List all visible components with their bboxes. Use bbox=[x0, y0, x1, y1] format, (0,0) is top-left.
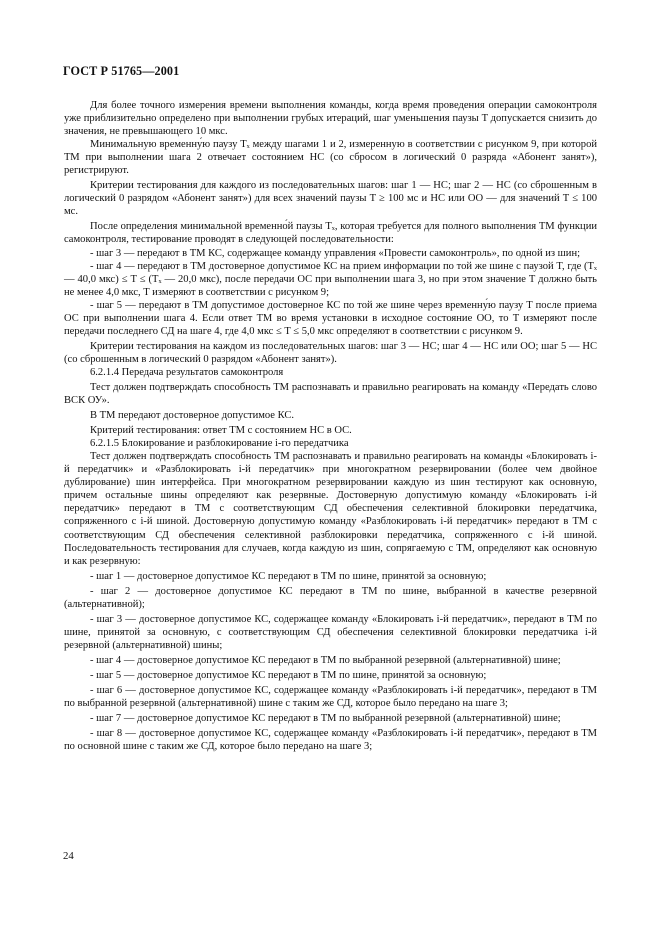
body-paragraph: Тест должен подтверждать способность ТМ распознавать и правильно реагировать на команду «Передать слово ВСК ОУ». bbox=[64, 381, 597, 407]
body-paragraph: После определения минимальной временно́й паузы Tₓ, которая требуется для полного выполнения ТМ функции самоконтроля, тестирование проводят в следующей последовательности: bbox=[64, 221, 597, 246]
body-paragraph: - шаг 5 — достоверное допустимое КС передают в ТМ по шине, принятой за основную; bbox=[90, 669, 487, 681]
body-paragraph: Тест должен подтверждать способность ТМ распознавать и правильно реагировать на команды «Блокировать i-й передатчик» и «Разблокировать i-й передатчик» при многократном резервировании (более чем двойное дублирование) шин интерфейса. При многократном резервировании каждую из шин тестируют как основную, причем остальные шины определяют как резервные. Достоверную допустимую команду «Блокировать i-й передатчик» передают в ТМ с соответствующим СД обеспечения селективной блокировки передатчика, сопряженного с i-й шиной. Достоверную допустимую команду «Разблокировать i-й передатчик» передают в ТМ с соответствующим СД обеспечения селективной разблокировки передатчика, сопряженного с i-й шиной. Последовательность тестирования для случаев, когда каждую из шин, сопрягаемую с ТМ, определяют как основную и как резервную: bbox=[64, 451, 597, 567]
body-paragraph: - шаг 7 — достоверное допустимое КС передают в ТМ по выбранной резервной (альтернативной) шине; bbox=[90, 713, 561, 725]
body-paragraph: Критерии тестирования на каждом из последовательных шагов: шаг 3 — НС; шаг 4 — НС или ОО; шаг 5 — НС (со сброшенным в логический 0 разрядом «Абонент занят»). bbox=[64, 340, 597, 365]
body-paragraph: - шаг 2 — достоверное допустимое КС передают в ТМ по шине, выбранной в качестве резервной (альтернативной); bbox=[64, 585, 597, 610]
document-body bbox=[64, 99, 597, 753]
body-paragraph: Для более точного измерения времени выполнения команды, когда время проведения операции самоконтроля уже приблизительно определено при выполнении грубых итераций, шаг уменьшения паузы T допускается снизить до значения, не превышающего 10 мкс. bbox=[64, 100, 597, 138]
body-paragraph: - шаг 3 — передают в ТМ КС, содержащее команду управления «Провести самоконтроль», по одной из шин; bbox=[90, 247, 581, 259]
body-paragraph: 6.2.1.5 Блокирование и разблокирование i-го передатчика bbox=[90, 438, 349, 450]
body-paragraph: 6.2.1.4 Передача результатов самоконтроля bbox=[90, 366, 284, 378]
document-header: ГОСТ Р 51765—2001 bbox=[63, 64, 180, 78]
body-paragraph: Критерии тестирования для каждого из последовательных шагов: шаг 1 — НС; шаг 2 — НС (со сброшенным в логический 0 разрядом «Абонент занят») для всех значений паузы T ≥ 100 мс и НС или ОО — для значений T ≤ 100 мс. bbox=[64, 180, 597, 218]
body-paragraph: В ТМ передают достоверное допустимое КС. bbox=[90, 410, 295, 422]
body-paragraph: - шаг 4 — достоверное допустимое КС передают в ТМ по выбранной резервной (альтернативной) шине; bbox=[90, 654, 561, 666]
body-paragraph: - шаг 5 — передают в ТМ допустимое достоверное КС по той же шине через временну́ю паузу T после приема ОС при выполнении шага 4. Если ответ ТМ во время установки в исходное состояние ОО, то T измеряют после передачи последнего СД на шаге 4, где 4,0 мкс ≤ T ≤ 5,0 мкс определяют в соответствии с рисунком 9. bbox=[64, 299, 597, 337]
page-number: 24 bbox=[63, 850, 74, 862]
body-paragraph: - шаг 3 — достоверное допустимое КС, содержащее команду «Блокировать i-й передатчик», передают в ТМ по шине, принятой за основную, с соответствующим СД обеспечения селективной блокировки передатчика i-й резервной (альтернативной) шины; bbox=[64, 613, 597, 651]
body-paragraph: Критерий тестирования: ответ ТМ с состоянием НС в ОС. bbox=[90, 425, 352, 437]
body-paragraph: - шаг 8 — достоверное допустимое КС, содержащее команду «Разблокировать i-й передатчик», передают в ТМ по основной шине с таким же СД, которое было передано на шаге 3; bbox=[64, 728, 597, 753]
body-paragraph: - шаг 4 — передают в ТМ достоверное допустимое КС на прием информации по той же шине с паузой T, где (Tₓ — 40,0 мкс) ≤ T ≤ (Tₓ — 20,0 мкс), после передачи ОС при выполнении шага 3, но при этом значение T должно быть не менее 4,0 мкс, T измеряют в соответствии с рисунком 9; bbox=[64, 260, 597, 298]
body-paragraph: Минимальную временну́ю паузу Tₓ между шагами 1 и 2, измеренную в соответствии с рисунком 9, при которой ТМ при выполнении шага 2 отвечает состоянием НС (со сбросом в логический 0 разряда «Абонент занят»), регистрируют. bbox=[64, 139, 597, 177]
body-paragraph: - шаг 1 — достоверное допустимое КС передают в ТМ по шине, принятой за основную; bbox=[90, 570, 487, 582]
body-paragraph: - шаг 6 — достоверное допустимое КС, содержащее команду «Разблокировать i-й передатчик», передают в ТМ по выбранной резервной (альтернативной) шине с таким же СД, которое было передано на шаге 3; bbox=[64, 685, 597, 710]
